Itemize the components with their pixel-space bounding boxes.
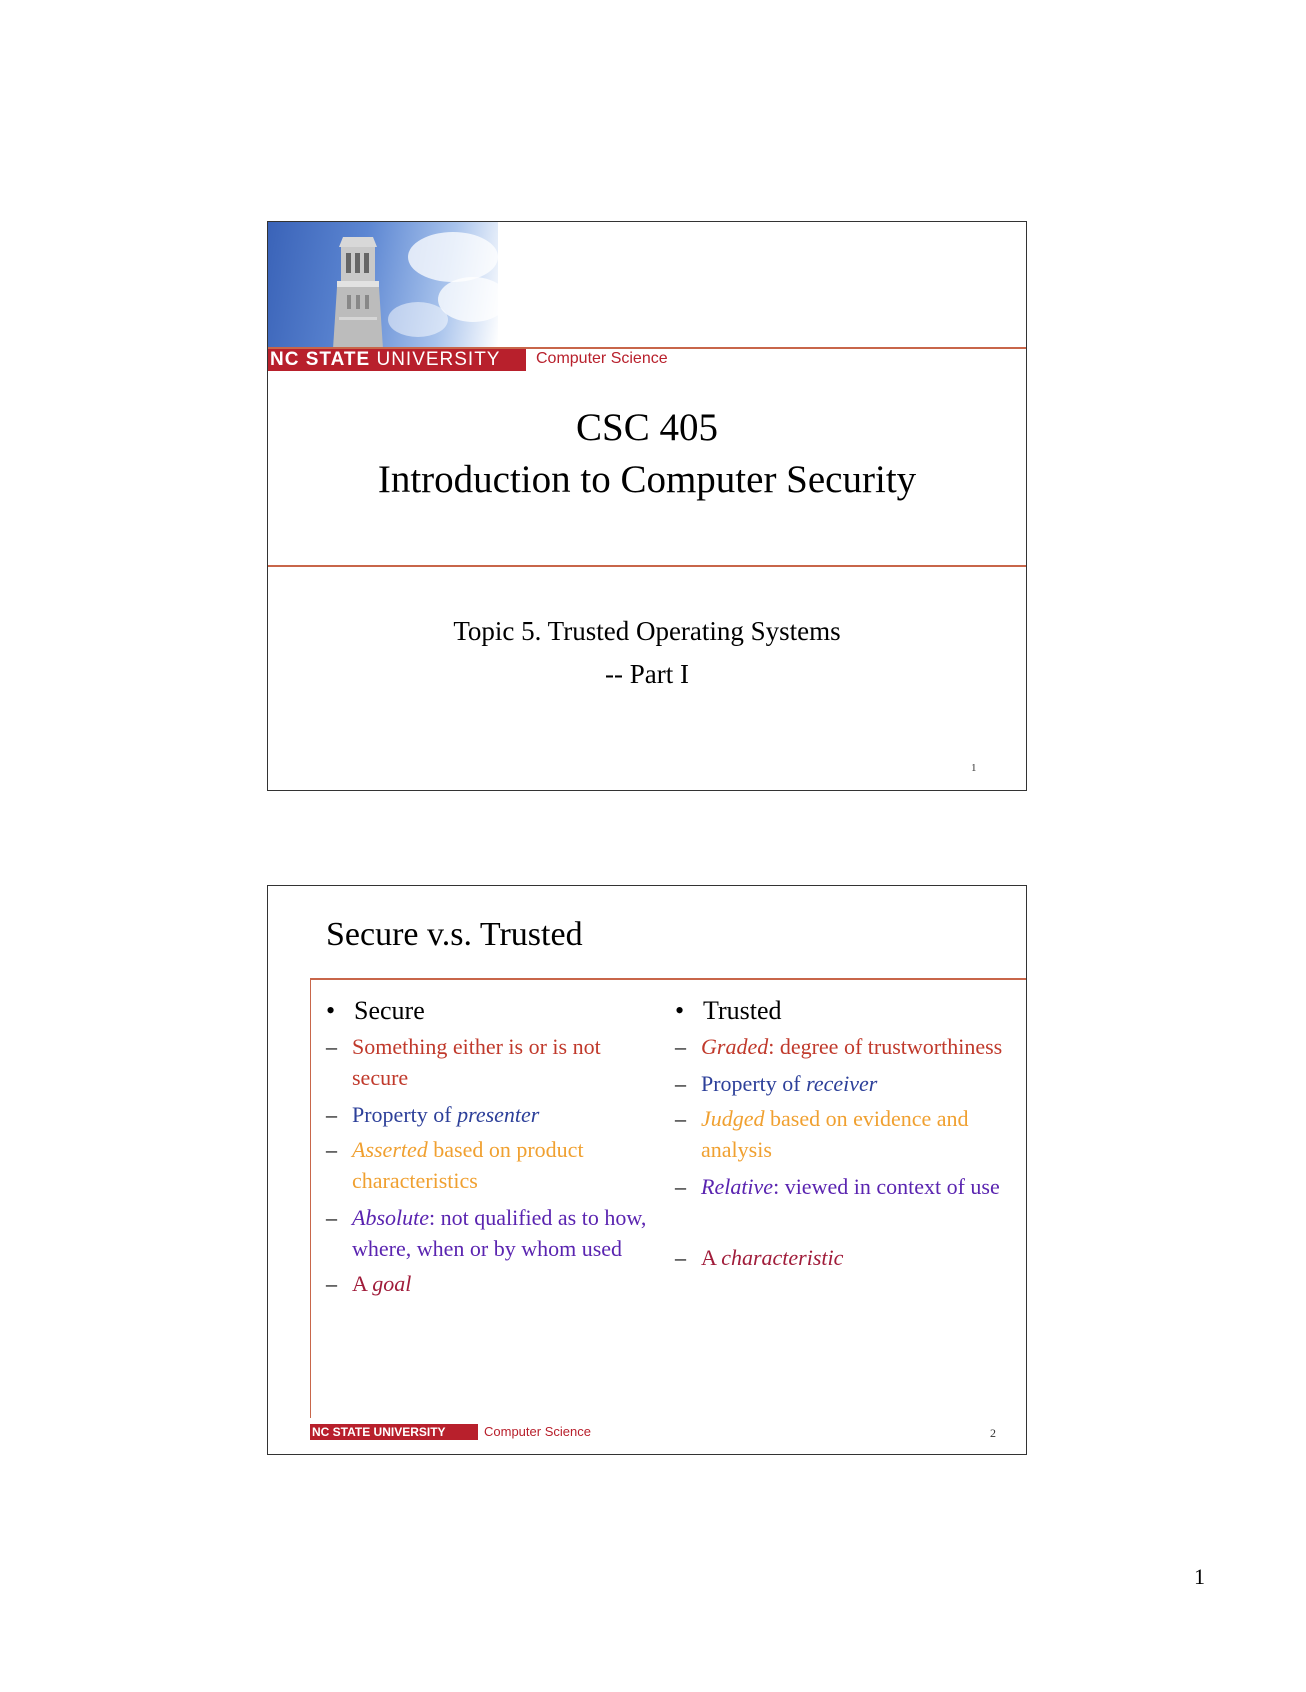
secure-heading: • Secure [326, 996, 425, 1025]
title-rule [310, 978, 1027, 980]
list-item: – Property of presenter [326, 1102, 540, 1127]
department-label: Computer Science [536, 350, 668, 367]
slide-title: Secure v.s. Trusted [326, 916, 583, 953]
left-rule [310, 978, 311, 1418]
slide-subtitle [268, 610, 1026, 696]
footer-department-label: Computer Science [484, 1424, 591, 1439]
slide-title [268, 402, 1026, 506]
trusted-column [675, 994, 1005, 1273]
list-item: – Judged based on evidence and analysis [675, 1106, 969, 1162]
title-rule [268, 565, 1027, 567]
belltower-icon [313, 237, 403, 347]
page-number: 1 [1194, 1564, 1205, 1589]
course-code: CSC 405 [576, 406, 718, 449]
ncsu-logo-bar: NC STATE UNIVERSITY [268, 349, 526, 371]
slide-number: 2 [990, 1426, 996, 1440]
list-item: – Absolute: not qualified as to how, where, when or by whom used [326, 1205, 647, 1261]
belltower-photo [268, 222, 498, 347]
list-item: – Property of receiver [675, 1071, 878, 1096]
topic-line: Topic 5. Trusted Operating Systems [453, 616, 841, 646]
slide-2 [267, 885, 1027, 1455]
slide-number: 1 [971, 762, 977, 774]
slide-header [268, 222, 1026, 372]
list-item: – Relative: viewed in context of use [675, 1174, 1000, 1199]
list-item: – Something either is or is not secure [326, 1034, 601, 1090]
slide-1 [267, 221, 1027, 791]
list-item: – A characteristic [675, 1245, 844, 1270]
secure-column [326, 994, 656, 1299]
footer-logo-bar: NC STATE UNIVERSITY [310, 1424, 478, 1440]
trusted-heading: • Trusted [675, 996, 782, 1025]
list-item: – Asserted based on product characteristics [326, 1137, 584, 1193]
list-item: – A goal [326, 1271, 412, 1296]
list-item: – Graded: degree of trustworthiness [675, 1034, 1003, 1059]
part-line: -- Part I [605, 659, 689, 689]
course-name: Introduction to Computer Security [377, 458, 917, 501]
